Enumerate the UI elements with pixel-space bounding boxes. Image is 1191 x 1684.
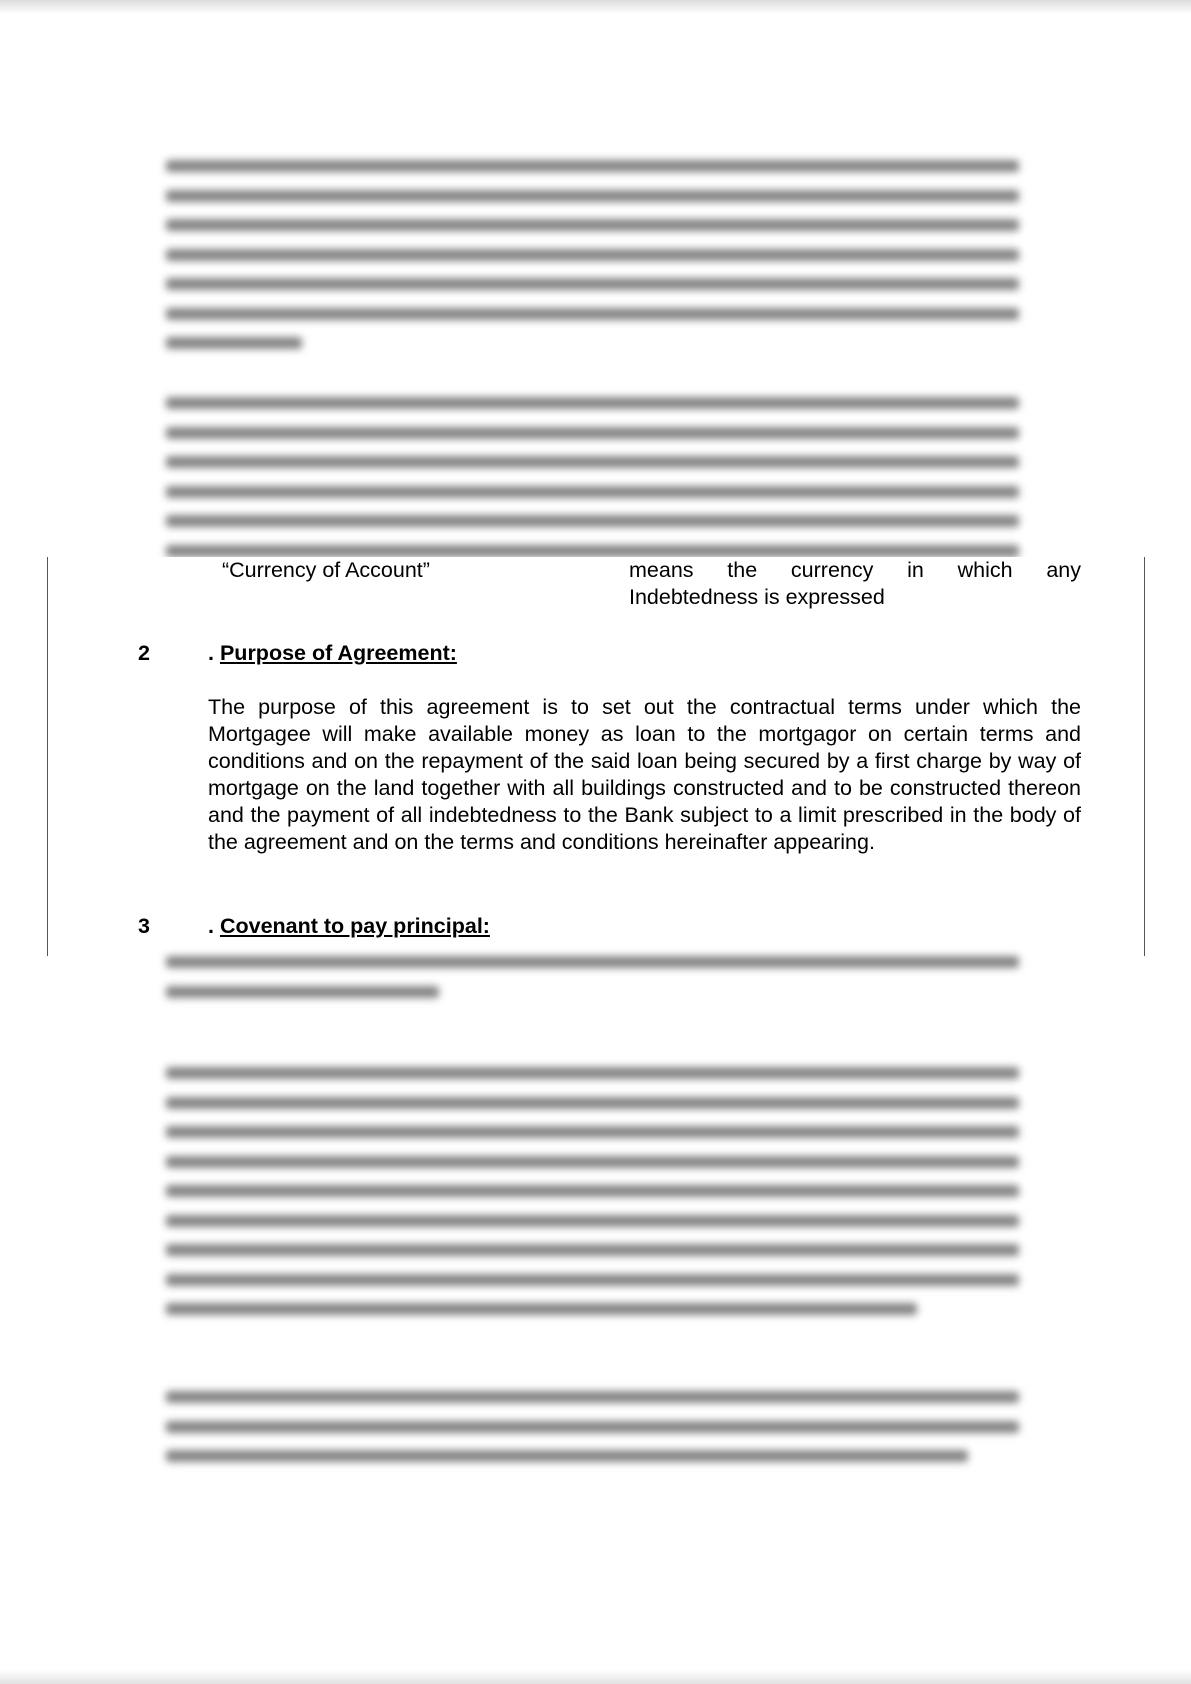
blurred-paragraph-1 [166, 160, 1019, 367]
section-3-heading [208, 913, 490, 940]
definition-meaning-line-2: Indebtedness is expressed [629, 585, 885, 609]
blurred-paragraph-4 [166, 1067, 1019, 1333]
page-bottom-shadow [0, 1670, 1191, 1684]
definition-term: “Currency of Account” [222, 558, 430, 582]
section-2-heading [208, 640, 457, 667]
section-2-body: The purpose of this agreement is to set out the contractual terms under which the Mortgagee will make available money as loan to the mortgagor on certain terms and conditions and on the repayment of the said loan being secured by a first charge by way of mortgage on the land together with all buildings constructed and to be constructed thereon and the payment of all indebtedness to the Bank subject to a limit prescribed in the body of the agreement and on the terms and conditions hereinafter appearing. [208, 695, 1081, 854]
section-3-number: 3 [138, 914, 150, 938]
section-3-title: Covenant to pay principal: [219, 914, 490, 938]
section-2-prefix: . [208, 641, 214, 665]
definition-meaning-line-1: means the currency in which any [629, 558, 1081, 582]
page-top-shadow [0, 0, 1191, 14]
blurred-paragraph-3 [166, 956, 1019, 1015]
section-2-number: 2 [138, 641, 150, 665]
blurred-paragraph-2 [166, 397, 1019, 574]
blurred-paragraph-5 [166, 1391, 1019, 1480]
section-3-prefix: . [208, 914, 214, 938]
document-preview-window [47, 557, 1145, 956]
definition-meaning [629, 557, 1081, 611]
section-2-title: Purpose of Agreement: [219, 641, 457, 665]
